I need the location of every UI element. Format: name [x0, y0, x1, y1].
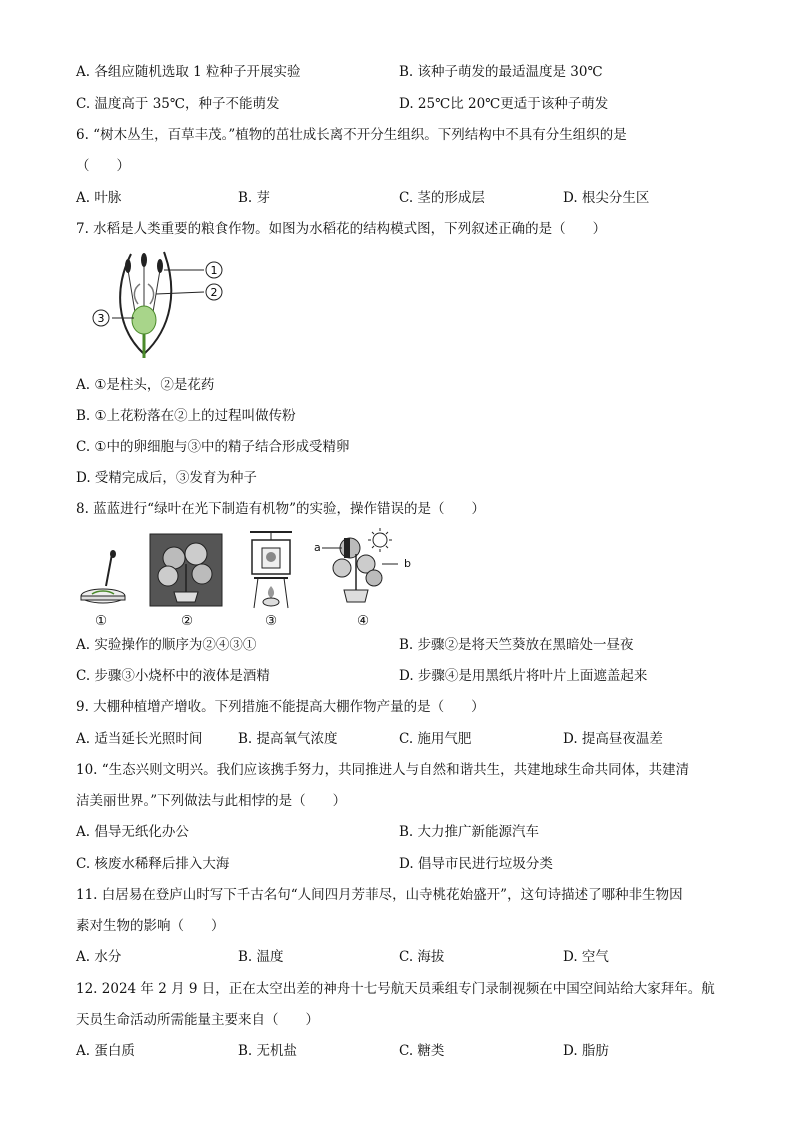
q12-stem-line2: 天员生命活动所需能量主要来自（ ） [76, 1012, 319, 1028]
q7-option-c[interactable]: C. ①中的卵细胞与③中的精子结合形成受精卵 [76, 439, 350, 455]
q11-option-c[interactable]: C. 海拔 [399, 949, 445, 965]
q9-option-c[interactable]: C. 施用气肥 [399, 731, 472, 747]
q6-stem: 6. “树木丛生，百草丰茂。”植物的茁壮成长离不开分生组织。下列结构中不具有分生组织的是 [76, 127, 627, 143]
q10-stem-line1: 10. “生态兴则文明兴。我们应该携手努力，共同推进人与自然和谐共生，共建地球生命共同体，共建清 [76, 762, 690, 778]
q8-figure-label-1: ① [95, 613, 108, 629]
q9-option-d[interactable]: D. 提高昼夜温差 [563, 731, 663, 747]
q8-step2-figure [150, 534, 222, 606]
q12-stem-line1: 12. 2024 年 2 月 9 日，正在太空出差的神舟十七号航天员乘组专门录制视频在中国空间站给大家拜年。航 [76, 981, 715, 997]
q6-option-d[interactable]: D. 根尖分生区 [563, 190, 650, 206]
q6-option-b[interactable]: B. 芽 [238, 190, 271, 206]
q8-mark-a: a [314, 541, 321, 554]
q7-option-a[interactable]: A. ①是柱头，②是花药 [76, 377, 215, 393]
q12-option-d[interactable]: D. 脂肪 [563, 1043, 609, 1059]
q5-option-b[interactable]: B. 该种子萌发的最适温度是 30℃ [399, 64, 603, 80]
rice-flower-figure [86, 248, 246, 360]
svg-text:1: 1 [210, 264, 218, 277]
q9-option-a[interactable]: A. 适当延长光照时间 [76, 731, 203, 747]
q9-option-b[interactable]: B. 提高氧气浓度 [238, 731, 338, 747]
q11-stem-line2: 素对生物的影响（ ） [76, 918, 225, 934]
q11-option-b[interactable]: B. 温度 [238, 949, 284, 965]
q5-option-a[interactable]: A. 各组应随机选取 1 粒种子开展实验 [76, 64, 301, 80]
q7-option-b[interactable]: B. ①上花粉落在②上的过程叫做传粉 [76, 408, 296, 424]
q11-option-d[interactable]: D. 空气 [563, 949, 609, 965]
q10-stem-line2: 洁美丽世界。”下列做法与此相悖的是（ ） [76, 793, 347, 809]
q10-option-a[interactable]: A. 倡导无纸化办公 [76, 824, 189, 840]
q8-step3-figure [246, 530, 296, 610]
svg-text:3: 3 [97, 312, 105, 325]
q8-stem: 8. 蓝蓝进行“绿叶在光下制造有机物”的实验，操作错误的是（ ） [76, 501, 485, 517]
q8-figure-label-4: ④ [357, 613, 370, 629]
q12-option-a[interactable]: A. 蛋白质 [76, 1043, 135, 1059]
q6-option-c[interactable]: C. 茎的形成层 [399, 190, 485, 206]
q8-step4-figure [320, 528, 410, 608]
q8-option-c[interactable]: C. 步骤③小烧杯中的液体是酒精 [76, 668, 270, 684]
q10-option-b[interactable]: B. 大力推广新能源汽车 [399, 824, 540, 840]
q5-option-c[interactable]: C. 温度高于 35℃，种子不能萌发 [76, 96, 280, 112]
q6-option-a[interactable]: A. 叶脉 [76, 190, 122, 206]
q12-option-b[interactable]: B. 无机盐 [238, 1043, 298, 1059]
q6-answer-bracket: （ ） [76, 158, 130, 174]
q10-option-d[interactable]: D. 倡导市民进行垃圾分类 [399, 856, 553, 872]
q8-option-a[interactable]: A. 实验操作的顺序为②④③① [76, 637, 257, 653]
q7-stem: 7. 水稻是人类重要的粮食作物。如图为水稻花的结构模式图，下列叙述正确的是（ ） [76, 221, 607, 237]
q11-stem-line1: 11. 白居易在登庐山时写下千古名句“人间四月芳菲尽，山寺桃花始盛开”，这句诗描述了哪种非生物因 [76, 887, 683, 903]
q12-option-c[interactable]: C. 糖类 [399, 1043, 445, 1059]
q9-stem: 9. 大棚种植增产增收。下列措施不能提高大棚作物产量的是（ ） [76, 699, 485, 715]
svg-text:2: 2 [210, 286, 218, 299]
q8-figure-label-3: ③ [265, 613, 278, 629]
q8-figure-label-2: ② [181, 613, 194, 629]
q7-option-d[interactable]: D. 受精完成后，③发育为种子 [76, 470, 257, 486]
q10-option-c[interactable]: C. 核废水稀释后排入大海 [76, 856, 230, 872]
q8-mark-b: b [404, 557, 411, 570]
q8-option-b[interactable]: B. 步骤②是将天竺葵放在黑暗处一昼夜 [399, 637, 634, 653]
q11-option-a[interactable]: A. 水分 [76, 949, 122, 965]
q8-option-d[interactable]: D. 步骤④是用黑纸片将叶片上面遮盖起来 [399, 668, 648, 684]
q5-option-d[interactable]: D. 25℃比 20℃更适于该种子萌发 [399, 96, 609, 112]
